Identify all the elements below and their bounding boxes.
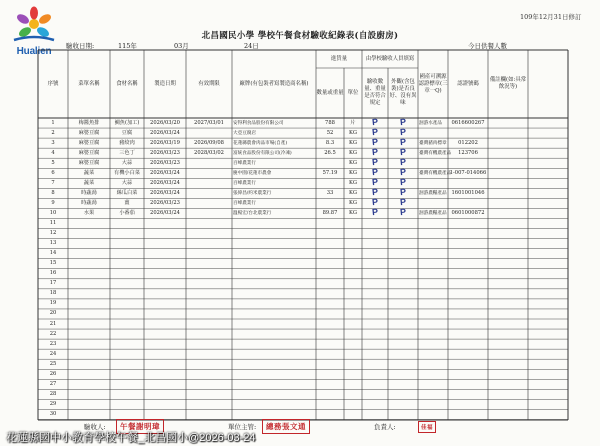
cell-cert-number: 0616600267 xyxy=(451,119,485,126)
cell-cert-number: 123706 xyxy=(458,149,478,156)
cell-qty-check: P xyxy=(371,116,379,128)
cell-expiry xyxy=(187,130,231,137)
cell-qty-check: P xyxy=(371,136,379,148)
cell-expiry: 2028/03/02 xyxy=(194,149,224,156)
cell-appearance: P xyxy=(399,197,407,208)
cell-seq: 7 xyxy=(51,179,55,186)
cell-ingredient: 三色丁 xyxy=(119,149,135,156)
cell-seq: 17 xyxy=(49,280,57,287)
cell-seq: 18 xyxy=(49,290,57,297)
cell-manufacturer: 百峰農業行 xyxy=(233,180,256,186)
cell-quantity: 33 xyxy=(326,189,334,196)
cell-expiry xyxy=(187,200,231,207)
cell-dish: 時蔬湯 xyxy=(81,199,97,206)
cell-seq: 9 xyxy=(51,199,55,206)
cell-expiry xyxy=(187,180,231,187)
cell-seq: 1 xyxy=(51,119,55,126)
header-ingredient: 食材名稱 xyxy=(116,80,138,87)
cell-mfg-date: 2026/03/24 xyxy=(150,209,180,216)
cell-cert-mark: 洄游農糧產品 xyxy=(419,190,447,196)
cell-unit: KG xyxy=(348,169,358,176)
inspector-stamp: 午餐謝明瑋 xyxy=(116,419,164,434)
cell-mfg-date: 2026/03/23 xyxy=(150,199,180,206)
cell-seq: 11 xyxy=(49,220,57,226)
cell-seq: 20 xyxy=(49,310,57,317)
cell-mfg-date: 2026/03/23 xyxy=(150,149,180,156)
cell-cert-mark xyxy=(419,130,447,137)
cell-manufacturer: 百峰農業行 xyxy=(233,200,256,206)
header-unit: 單位 xyxy=(347,89,359,96)
cell-expiry xyxy=(187,170,231,177)
cell-mfg-date: 2026/03/23 xyxy=(150,159,180,166)
cell-cert-number: 0601000872 xyxy=(451,209,485,216)
header-manufacturer: 廠牌(有包裝者寫製造商名稱) xyxy=(239,80,309,87)
cell-ingredient: 有機小白菜 xyxy=(114,169,140,176)
cell-cert-mark: 洄游水產品 xyxy=(419,120,442,126)
cell-unit: KG xyxy=(348,149,358,156)
cell-qty-check: P xyxy=(371,177,379,188)
header-cert-mark: 國產可溯源認證標章(三章一Q) xyxy=(418,73,448,94)
cell-seq: 8 xyxy=(51,189,55,196)
cell-unit: KG xyxy=(348,199,358,206)
flower-emblem-icon xyxy=(8,6,60,46)
cell-cert-mark: 洄游農糧產品 xyxy=(419,210,447,216)
cell-dish: 水果 xyxy=(83,209,95,216)
watermark: 花蓮縣國中小教育學校午餐_北昌國小@2026-03-24 xyxy=(6,432,256,444)
cell-mfg-date: 2026/03/20 xyxy=(150,119,180,126)
cell-quantity: 89.87 xyxy=(322,209,338,216)
cell-cert-number: 1-007-014066 xyxy=(449,169,487,176)
header-quantity: 數量或重量 xyxy=(316,89,344,96)
cell-unit: 片 xyxy=(350,119,356,126)
cell-cert-number: 1601001046 xyxy=(451,189,485,196)
cell-cert-number xyxy=(449,180,487,187)
inspector-label: 驗收人: xyxy=(84,423,106,431)
cell-seq: 6 xyxy=(51,169,55,176)
cell-expiry xyxy=(187,190,231,197)
cell-dish: 時蔬湯 xyxy=(81,189,97,196)
cell-appearance: P xyxy=(399,136,407,148)
cell-seq: 24 xyxy=(49,350,57,357)
meal-count-label: 今日供餐人數 xyxy=(468,42,507,50)
cell-unit: KG xyxy=(348,189,358,196)
cell-seq: 19 xyxy=(49,300,57,307)
cell-unit: KG xyxy=(348,209,358,216)
header-mfg-date: 製造日期 xyxy=(154,80,176,87)
cell-dish: 梅醬魚排 xyxy=(78,119,100,126)
cell-seq: 27 xyxy=(49,380,57,387)
inspection-year: 115年 xyxy=(118,42,137,50)
header-inspection-group: 由學校驗收人員填寫 xyxy=(365,55,415,62)
cell-seq: 15 xyxy=(49,260,57,267)
cell-cert-number xyxy=(449,160,487,167)
header-qty-check: 驗收數量、重量是否符合規定 xyxy=(364,79,386,106)
cell-seq: 3 xyxy=(51,139,55,146)
cell-ingredient: 大蒜 xyxy=(121,159,133,166)
cell-seq: 16 xyxy=(49,270,57,277)
cell-seq: 4 xyxy=(51,149,55,156)
responsible-stamp: 佳福 xyxy=(418,421,436,433)
cell-cert-number: 012202 xyxy=(458,139,478,146)
cell-cert-mark: 臺灣有機農產品 xyxy=(419,150,452,156)
inspection-table xyxy=(38,50,568,420)
cell-appearance: P xyxy=(399,187,407,198)
revision-date: 109年12月31日修訂 xyxy=(520,13,582,21)
cell-seq: 29 xyxy=(49,400,57,407)
cell-appearance: P xyxy=(399,166,407,178)
header-seq: 序號 xyxy=(47,80,59,87)
cell-unit: KG xyxy=(348,139,358,146)
cell-manufacturer: 花蓮縣農會肉品市場(自產) xyxy=(233,140,288,146)
cell-ingredient: 豆腐 xyxy=(121,129,133,136)
cell-expiry xyxy=(187,160,231,167)
inspection-month: 03月 xyxy=(174,42,189,50)
cell-qty-check: P xyxy=(371,207,379,218)
cell-manufacturer: 溫楊宏/台北農業行 xyxy=(233,210,272,216)
cell-manufacturer: 富統食品股份有限公司(冷凍) xyxy=(233,150,292,156)
cell-expiry: 2026/09/08 xyxy=(194,139,224,146)
cell-appearance: P xyxy=(399,126,407,138)
cell-quantity: 788 xyxy=(325,119,335,126)
cell-manufacturer: 張偉昌/約米農業行 xyxy=(233,190,272,196)
cell-appearance: P xyxy=(399,177,407,188)
cell-qty-check: P xyxy=(371,187,379,198)
cell-ingredient: 鯛魚(加工) xyxy=(114,119,140,126)
cell-seq: 25 xyxy=(49,360,57,367)
cell-cert-number xyxy=(449,200,487,207)
cell-seq: 21 xyxy=(49,320,57,327)
cell-cert-mark xyxy=(419,160,447,167)
cell-quantity xyxy=(317,180,343,187)
cell-qty-check: P xyxy=(371,156,379,168)
cell-manufacturer: 安得利食品股份有限公司 xyxy=(233,120,284,126)
header-incoming: 進貨量 xyxy=(330,55,348,62)
cell-dish: 麻婆豆腐 xyxy=(78,129,100,136)
header-appearance: 外觀(含包裝)是否良好、沒有異味 xyxy=(389,79,417,106)
cell-unit: KG xyxy=(348,179,358,186)
cell-mfg-date: 2026/03/24 xyxy=(150,129,180,136)
logo-brand-text: Hualien xyxy=(16,46,52,57)
cell-seq: 23 xyxy=(49,340,57,347)
cell-quantity xyxy=(317,160,343,167)
cell-cert-mark: 臺灣豬肉標章 xyxy=(419,140,447,146)
document-title: 北昌國民小學 學校午餐食材驗收紀錄表(自設廚房) xyxy=(201,31,399,41)
cell-seq: 26 xyxy=(49,370,57,377)
cell-dish: 麻婆豆腐 xyxy=(78,159,100,166)
cell-cert-mark xyxy=(419,180,447,187)
cell-seq: 5 xyxy=(51,159,55,166)
cell-cert-mark: 臺灣有機農產品 xyxy=(419,170,452,176)
header-remarks: 備註欄(如:具常飲況等) xyxy=(489,77,527,90)
cell-quantity xyxy=(317,200,343,207)
unit-head-stamp: 總務張文通 xyxy=(262,419,310,434)
cell-appearance: P xyxy=(399,146,407,158)
cell-mfg-date: 2026/03/24 xyxy=(150,169,180,176)
inspection-date-label: 驗收日期: xyxy=(66,42,95,50)
cell-seq: 30 xyxy=(49,410,57,417)
cell-seq: 22 xyxy=(49,330,57,337)
inspection-day: 24日 xyxy=(244,42,259,50)
cell-seq: 10 xyxy=(49,209,57,216)
cell-quantity: 8.3 xyxy=(325,139,335,146)
cell-seq: 14 xyxy=(49,250,57,257)
header-cert-number: 認證號碼 xyxy=(457,80,479,87)
cell-qty-check: P xyxy=(371,126,379,138)
cell-seq: 28 xyxy=(49,390,57,397)
header-expiry: 有效期限 xyxy=(198,80,220,87)
header-dish: 菜單名稱 xyxy=(78,80,100,87)
responsible-label: 負責人: xyxy=(374,423,396,431)
cell-manufacturer: 大亞豆腐店 xyxy=(233,130,256,136)
unit-head-label: 單位主管: xyxy=(228,423,257,431)
cell-dish: 蔬菜 xyxy=(83,169,95,176)
cell-ingredient: 大蒜 xyxy=(121,179,133,186)
cell-manufacturer: 慶中園/花蓮市農會 xyxy=(233,170,272,176)
cell-ingredient: 豬絞肉 xyxy=(119,139,135,146)
cell-cert-mark xyxy=(419,200,447,207)
cell-mfg-date: 2026/03/19 xyxy=(150,139,180,146)
cell-appearance: P xyxy=(399,156,407,168)
cell-ingredient: 絲瓜白菜 xyxy=(116,189,138,196)
cell-expiry xyxy=(187,210,231,217)
cell-ingredient: 薑 xyxy=(124,199,130,206)
cell-dish: 蔬菜 xyxy=(83,179,95,186)
cell-manufacturer: 百峰農業行 xyxy=(233,160,256,166)
cell-expiry: 2027/03/01 xyxy=(194,119,224,126)
cell-quantity: 57.19 xyxy=(322,169,338,176)
cell-quantity: 26.5 xyxy=(324,149,336,156)
cell-ingredient: 小番茄 xyxy=(119,209,135,216)
cell-appearance: P xyxy=(399,207,407,218)
cell-qty-check: P xyxy=(371,146,379,158)
cell-mfg-date: 2026/03/24 xyxy=(150,179,180,186)
cell-seq: 2 xyxy=(51,129,55,136)
cell-unit: KG xyxy=(348,129,358,136)
cell-unit: KG xyxy=(348,159,358,166)
cell-seq: 12 xyxy=(49,230,57,237)
cell-dish: 麻婆豆腐 xyxy=(78,139,100,146)
cell-dish: 麻婆豆腐 xyxy=(78,149,100,156)
cell-mfg-date: 2026/03/24 xyxy=(150,189,180,196)
cell-quantity: 52 xyxy=(326,129,334,136)
cell-qty-check: P xyxy=(371,197,379,208)
cell-qty-check: P xyxy=(371,166,379,178)
cell-appearance: P xyxy=(399,116,407,128)
cell-cert-number xyxy=(449,130,487,137)
cell-seq: 13 xyxy=(49,240,57,247)
